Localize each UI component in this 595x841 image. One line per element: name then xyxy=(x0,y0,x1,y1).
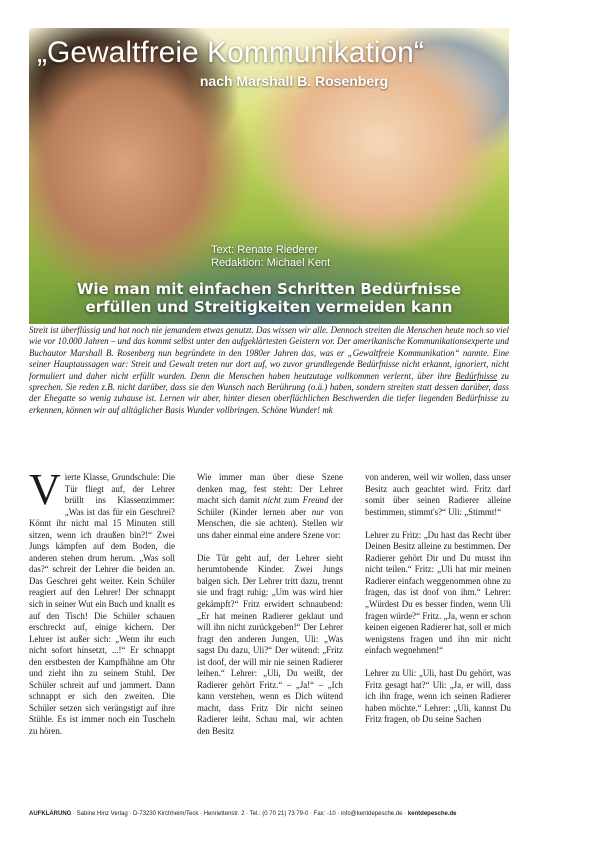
intro-text-2: zu sprechen. Sie reden z.B. nicht darüber, dass sie den Wunsch nach Berührung (o.ä.) haben, sondern streiten statt dessen darüber, dass der Ehegatte so wenig zuhause ist. Lernen wir aber, hinter diesen oberflächlichen Beschwerden die tiefer liegenden Bedürfnisse zu erkennen, können wir auf alltäglicher Basis Wunder vollbringen. Schöne Wunder! xyxy=(29,370,509,415)
column-2-emphasis-2: Freund xyxy=(302,495,329,506)
headline-line-2: erfüllen und Streitigkeiten vermeiden kann xyxy=(85,298,453,316)
intro-signature: mk xyxy=(320,404,333,415)
page-subtitle: nach Marshall B. Rosenberg xyxy=(199,73,389,89)
column-2-paragraph-2: Die Tür geht auf, der Lehrer sieht herumtobende Kinder. Zwei Jungs balgen sich. Der Lehrer tritt dazu, trennt sie und fragt ruhig: „Um was wird hier gekämpft?“ Fritz erwidert schnaubend: „Er hat meinen Radierer geklaut und will ihn nicht zurückgeben!“ Der Lehrer fragt den anderen Jungen, Uli: „Was sagst Du dazu, Uli?“ Der wütend: „Fritz ist doof, der will mir nie seinen Radierer leihen.“ Lehrer: „Uli, Du weißt, der Radierer gehört Fritz.“ – „Ja!“ – „Ich kann verstehen, wenn es Dich wütend macht, dass Fritz Dir nicht seinen Radierer leiht. Schau mal, wir achten den Besitz xyxy=(197,552,343,737)
page-title: „Gewaltfreie Kommunikation“ xyxy=(37,36,424,69)
footer-brand: AUFKLÄRUNG xyxy=(29,811,72,817)
article-headline xyxy=(29,280,509,316)
text-column-1 xyxy=(29,465,175,749)
text-column-2 xyxy=(197,472,343,749)
credit-editor: Redaktion: Michael Kent xyxy=(211,257,331,269)
intro-paragraph xyxy=(29,325,509,416)
column-2-emphasis-3: nur xyxy=(311,506,325,517)
page-footer xyxy=(29,811,511,817)
column-2-emphasis-1: nicht xyxy=(263,495,281,506)
credit-author: Text: Renate Riederer xyxy=(211,244,318,256)
headline-line-1: Wie man mit einfachen Schritten Bedürfnisse xyxy=(76,280,462,298)
column-2-text-a: Wie immer man über diese Szene denken mag, fest steht: Der Lehrer macht sich damit xyxy=(197,472,343,506)
hero-photo xyxy=(29,28,509,324)
column-1-text: ierte Klasse, Grundschule: Die Tür fliegt auf, der Lehrer brüllt ins Klassenzimmer: „Was ist das für ein Geschrei? Könnt ihr nicht mal 15 Minuten still sitzen, wenn ich draußen bin?!“ Zwei Jungs kämpfen auf dem Boden, die anderen stehen drum herum. „Was soll das?“ schreit der Lehrer die beiden an. Das Geschrei geht weiter. Kein Schüler reagiert auf den Lehrer! Der schnappt sich in seiner Wut ein Buch und knallt es auf den Tisch! Die Schüler schauen erschreckt auf, einige kichern. Der Lehrer ist außer sich: „Wenn ihr euch nicht sofort hinsetzt, ...!“ Er schnappt den erstbesten der Kampfhähne am Ohr und zieht ihn zu seinem Stuhl. Der Schüler schreit auf und jammert. Dann schnappt er sich den zweiten. Die Schüler setzen sich verängstigt auf ihre Stühle. Es ist immer noch ein Tuscheln zu hören. xyxy=(29,472,175,737)
footer-website: kentdepesche.de xyxy=(407,811,457,817)
column-3-paragraph-3: Lehrer zu Uli: „Uli, hast Du gehört, was Fritz gesagt hat?“ Uli: „Ja, er will, dass ich ihn frage, wenn ich seinen Radierer haben möchte.“ Lehrer: „Uli, kannst Du Fritz fragen, ob Du seine Sachen xyxy=(365,668,511,725)
column-3-paragraph-1: von anderen, weil wir wollen, dass unser Besitz auch geachtet wird. Fritz darf somit über seinen Radierer alleine bestimmen, stimmt's?“ Uli: „Stimmt!“ xyxy=(365,472,511,517)
text-column-3 xyxy=(365,472,511,738)
column-1-paragraph xyxy=(29,465,175,738)
intro-text-1: Streit ist überflüssig und hat noch nie jemandem etwas genutzt. Das wissen wir alle. Dennoch streiten die Menschen heute noch so viel wie vor 10.000 Jahren – und das kommt selbst unter den aufgeklärtesten Geistern vor. Der amerikanische Kommunikationsexperte und Buchautor Marshall B. Rosenberg nun begründete in den 1980er Jahren das, was er „Gewaltfreie Kommunikation“ nannte. Eine seiner Hauptaussagen war: Streit und Gewalt treten nur dort auf, wo zuvor grundlegende Bedürfnisse nicht erkannt, ignoriert, nicht formuliert und daher nicht erfüllt wurden. Denn die Menschen haben heutzutage vollkommen verlernt, über ihre xyxy=(29,325,509,381)
column-2-text-d: von Menschen, die sie achten). Stellen wir uns daher einmal eine andere Szene vor: xyxy=(197,506,344,540)
drop-cap: V xyxy=(29,465,61,514)
column-2-text-c: der Schüler (Kinder lernen aber xyxy=(197,495,343,517)
article-credits xyxy=(211,244,391,270)
column-3-paragraph-2: Lehrer zu Fritz: „Du hast das Recht über Deinen Besitz alleine zu bestimmen. Der Radierer gehört Dir und Du musst ihn nicht teilen.“ Fritz: „Uli hat mir meinen Radierer einfach weggenommen ohne zu fragen, das ist doof von ihm.“ Lehrer: „Würdest Du es besser finden, wenn Uli fragen würde?“ Fritz. „Ja, wenn er schon keinen eigenen Radierer hat, soll er mich wenigstens fragen und ihn mir nicht einfach wegnehmen!“ xyxy=(365,529,511,656)
intro-underlined-word: Bedürfnisse xyxy=(455,370,498,381)
column-2-paragraph-1 xyxy=(197,472,343,541)
column-2-text-b: zum xyxy=(280,495,303,506)
footer-address: · Sabine Hinz Verlag · D-73230 Kirchheim/Teck · Henriettenstr. 2 · Tel.: (0 70 21) 73 79-0 · Fax: -10 · info@kentdepesche.de · xyxy=(71,811,408,817)
